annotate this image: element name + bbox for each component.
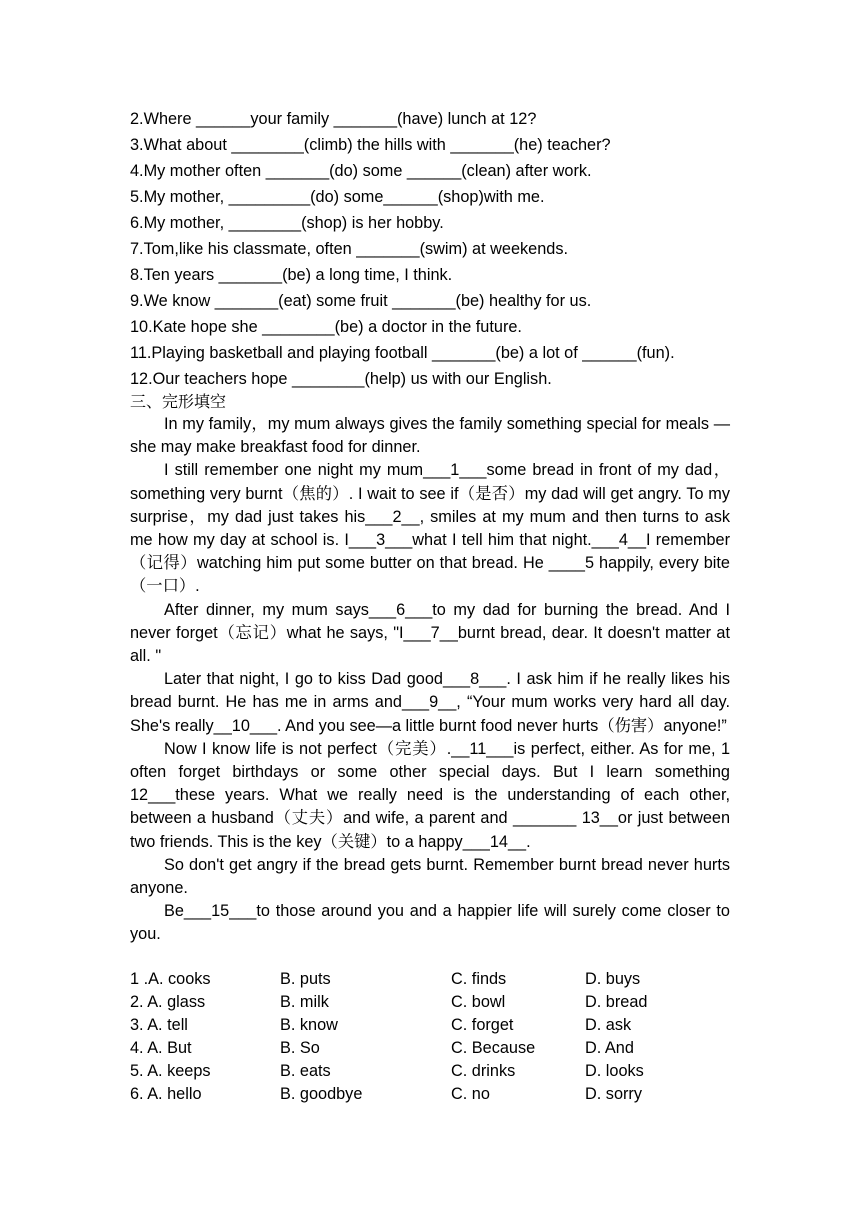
exercise-item: 5.My mother, _________(do) some______(shop)with me. <box>130 188 545 206</box>
exercise-item: 11.Playing basketball and playing football _______(be) a lot of ______(fun). <box>130 344 675 362</box>
exercise-item: 9.We know _______(eat) some fruit _______(be) healthy for us. <box>130 292 592 310</box>
exercise-item: 3.What about ________(climb) the hills with _______(he) teacher? <box>130 136 611 154</box>
option-b: B. milk <box>280 993 329 1012</box>
option-row <box>130 1060 730 1083</box>
option-b: B. goodbye <box>280 1085 363 1104</box>
option-row <box>130 991 730 1014</box>
option-d: D. And <box>585 1039 634 1058</box>
passage-paragraph: After dinner, my mum says___6___to my dad for burning the bread. And I never forget（忘记）what he says, "I___7__burnt bread, dear. It doesn't matter at all. " <box>130 600 730 666</box>
exercise-item: 2.Where ______your family _______(have) lunch at 12? <box>130 110 537 128</box>
option-a: 6. A. hello <box>130 1085 202 1104</box>
answer-options <box>130 968 730 1107</box>
option-b: B. So <box>280 1039 320 1058</box>
exercise-item: 4.My mother often _______(do) some ______(clean) after work. <box>130 162 592 180</box>
option-b: B. know <box>280 1016 338 1035</box>
option-row <box>130 1014 730 1037</box>
passage-paragraph: Be___15___to those around you and a happier life will surely come closer to you. <box>130 902 730 944</box>
option-a: 5. A. keeps <box>130 1062 211 1081</box>
option-d: D. looks <box>585 1062 644 1081</box>
passage-paragraph: In my family，my mum always gives the family something special for meals — she may make breakfast food for dinner. <box>130 415 730 457</box>
option-d: D. ask <box>585 1016 632 1035</box>
option-d: D. sorry <box>585 1085 642 1104</box>
option-c: C. no <box>451 1085 490 1104</box>
option-d: D. buys <box>585 970 641 988</box>
option-a: 2. A. glass <box>130 993 206 1012</box>
option-b: B. puts <box>280 970 331 988</box>
passage-paragraph: I still remember one night my mum___1___some bread in front of my dad，something very burnt（焦的）. I wait to see if（是否）my dad will get angry. To my surprise，my dad just takes his___2__, smiles at my mum and then turns to ask me how my day at school is. I___3___what I tell him that night.___4__I remember（记得）watching him put some butter on that bread. He ____5 happily, every bite（一口）. <box>130 461 730 596</box>
option-row <box>130 1083 730 1106</box>
option-a: 1 .A. cooks <box>130 970 211 988</box>
option-d: D. bread <box>585 993 648 1012</box>
option-row <box>130 968 730 991</box>
option-c: C. finds <box>451 970 507 988</box>
exercise-item: 7.Tom,like his classmate, often _______(swim) at weekends. <box>130 240 568 258</box>
cloze-passage <box>130 413 730 947</box>
section-title: 三、完形填空 <box>130 392 227 411</box>
option-a: 3. A. tell <box>130 1016 188 1035</box>
passage-paragraph: Now I know life is not perfect（完美）.__11___is perfect, either. As for me, 1 often forget birthdays or some other special days. But I learn something 12___these years. What we really need is the understanding of each other, between a husband（丈夫）and wife, a parent and _______ 13__or just between two friends. This is the key（关键）to a happy___14__. <box>130 739 730 851</box>
option-b: B. eats <box>280 1062 331 1081</box>
option-c: C. drinks <box>451 1062 516 1081</box>
option-c: C. bowl <box>451 993 506 1012</box>
exercise-item: 6.My mother, ________(shop) is her hobby. <box>130 214 444 232</box>
option-row <box>130 1037 730 1060</box>
exercise-item: 12.Our teachers hope ________(help) us with our English. <box>130 370 552 388</box>
option-c: C. Because <box>451 1039 536 1058</box>
verb-form-exercise <box>130 108 730 394</box>
passage-paragraph: Later that night, I go to kiss Dad good___8___. I ask him if he really likes his bread burnt. He has me in arms and___9__, “Your mum works very hard all day. She's really__10___. And you see—a little burnt food never hurts（伤害）anyone!” <box>130 670 730 735</box>
exercise-item: 10.Kate hope she ________(be) a doctor in the future. <box>130 318 522 336</box>
option-c: C. forget <box>451 1016 514 1035</box>
passage-paragraph: So don't get angry if the bread gets burnt. Remember burnt bread never hurts anyone. <box>130 855 730 898</box>
option-a: 4. A. But <box>130 1039 192 1058</box>
exercise-item: 8.Ten years _______(be) a long time, I think. <box>130 266 453 284</box>
